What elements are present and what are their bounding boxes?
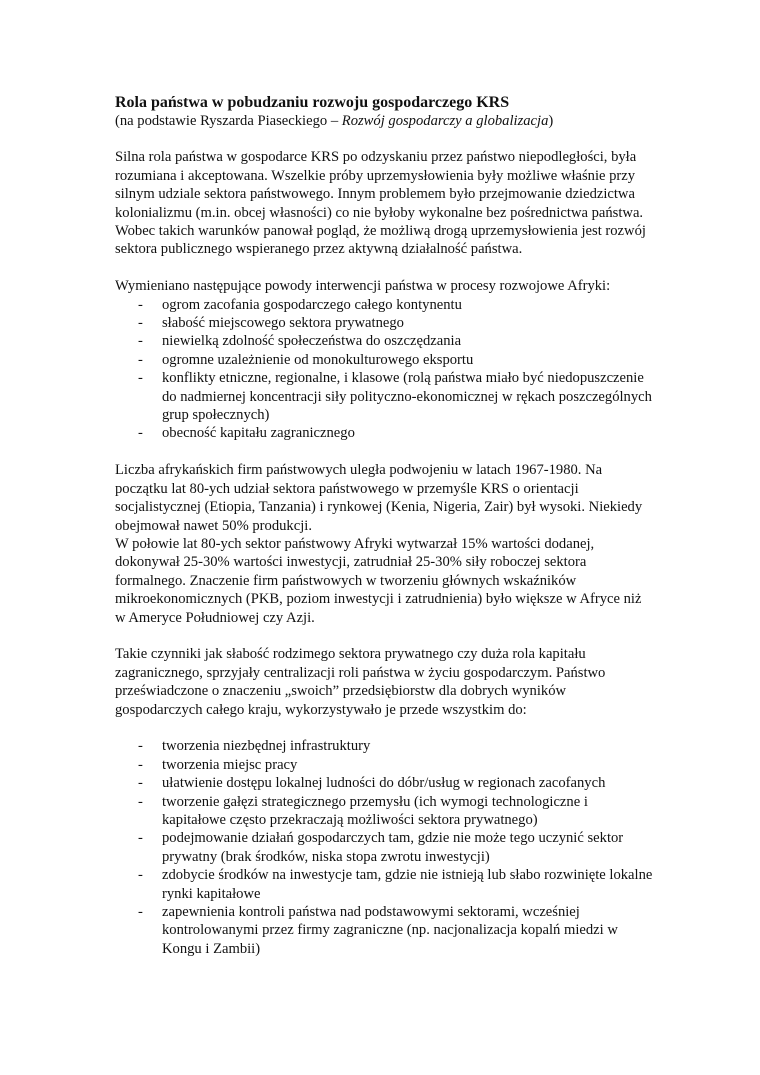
- list-item: - obecność kapitału zagranicznego: [115, 424, 655, 442]
- subtitle-suffix: ): [548, 113, 554, 129]
- list-item: - tworzenie gałęzi strategicznego przemysłu (ich wymogi technologiczne i kapitałowe często przekraczają możliwości sektora prywatnego): [115, 793, 655, 830]
- state-enterprise-uses-list: [115, 737, 655, 958]
- subtitle-book-title: Rozwój gospodarczy a globalizacja: [341, 113, 549, 129]
- subtitle-prefix: (na podstawie Ryszarda Piaseckiego –: [115, 113, 342, 129]
- intervention-reasons-list: [115, 296, 655, 443]
- intervention-reasons-intro: Wymieniano następujące powody interwencji państwa w procesy rozwojowe Afryki:: [115, 278, 611, 295]
- list-item: - konflikty etniczne, regionalne, i klasowe (rolą państwa miało być niedopuszczenie do nadmiernej koncentracji siły polityczno-ekonomicznej w rękach poszczególnych grup społecznych): [115, 369, 655, 424]
- paragraph-industrialization-view: Wobec takich warunków panował pogląd, że możliwą drogą uprzemysłowienia jest rozwój sektora publicznego wspieranego przez aktywną działalność państwa.: [115, 223, 646, 258]
- paragraph-centralization: Takie czynniki jak słabość rodzimego sektora prywatnego czy duża rola kapitału zagranicznego, sprzyjały centralizacji roli państwa w życiu gospodarczym. Państwo przeświadczone o znaczeniu „swoich” przedsiębiorstw dla dobrych wyników gospodarczych całego kraju, wykorzystywało je przede wszystkim do:: [115, 646, 606, 718]
- list-item: - zdobycie środków na inwestycje tam, gdzie nie istnieją lub słabo rozwinięte lokalne rynki kapitałowe: [115, 866, 655, 903]
- document-title: Rola państwa w pobudzaniu rozwoju gospodarczego KRS: [115, 94, 510, 111]
- list-item: - tworzenia miejsc pracy: [115, 756, 655, 774]
- paragraph-state-sector-share: W połowie lat 80-ych sektor państwowy Afryki wytwarzał 15% wartości dodanej, dokonywał 25-30% wartości inwestycji, zatrudniał 25-30% siły roboczej sektora formalnego. Znaczenie firm państwowych w tworzeniu głównych wskaźników mikroekonomicznych (PKB, poziom inwestycji i zatrudnienia) było większe w Afryce niż w Ameryce Południowej czy Azji.: [115, 535, 642, 626]
- spacer: [115, 627, 655, 645]
- document-page: [115, 93, 655, 958]
- spacer: [115, 719, 655, 737]
- list-item: - słabość miejscowego sektora prywatnego: [115, 314, 655, 332]
- list-item: - ogrom zacofania gospodarczego całego kontynentu: [115, 296, 655, 314]
- spacer: [115, 443, 655, 461]
- list-item: - podejmowanie działań gospodarczych tam, gdzie nie może tego uczynić sektor prywatny (brak środków, niska stopa zwrotu inwestycji): [115, 829, 655, 866]
- spacer: [115, 259, 655, 277]
- paragraph-state-firms-count: Liczba afrykańskich firm państwowych uległa podwojeniu w latach 1967-1980. Na początku lat 80-ych udział sektora państwowego w przemyśle KRS o orientacji socjalistycznej (Etiopia, Tanzania) i rynkowej (Kenia, Nigeria, Zair) był wysoki. Niekiedy obejmował nawet 50% produkcji.: [115, 462, 643, 534]
- paragraph-state-role: Silna rola państwa w gospodarce KRS po odzyskaniu przez państwo niepodległości, była rozumiana i akceptowana. Wszelkie próby uprzemysłowienia były możliwe właśnie przy silnym udziale sektora państwowego. Innym problemem było przejmowanie dziedzictwa kolonializmu (m.in. obcej własności) co nie byłoby wykonalne bez pośrednictwa państwa.: [115, 149, 644, 221]
- list-item: - ogromne uzależnienie od monokulturowego eksportu: [115, 351, 655, 369]
- list-item: - ułatwienie dostępu lokalnej ludności do dóbr/usług w regionach zacofanych: [115, 774, 655, 792]
- document-subtitle: [115, 112, 655, 130]
- list-item: - tworzenia niezbędnej infrastruktury: [115, 737, 655, 755]
- list-item: - niewielką zdolność społeczeństwa do oszczędzania: [115, 332, 655, 350]
- list-item: - zapewnienia kontroli państwa nad podstawowymi sektorami, wcześniej kontrolowanymi przez firmy zagraniczne (np. nacjonalizacja kopalń miedzi w Kongu i Zambii): [115, 903, 655, 958]
